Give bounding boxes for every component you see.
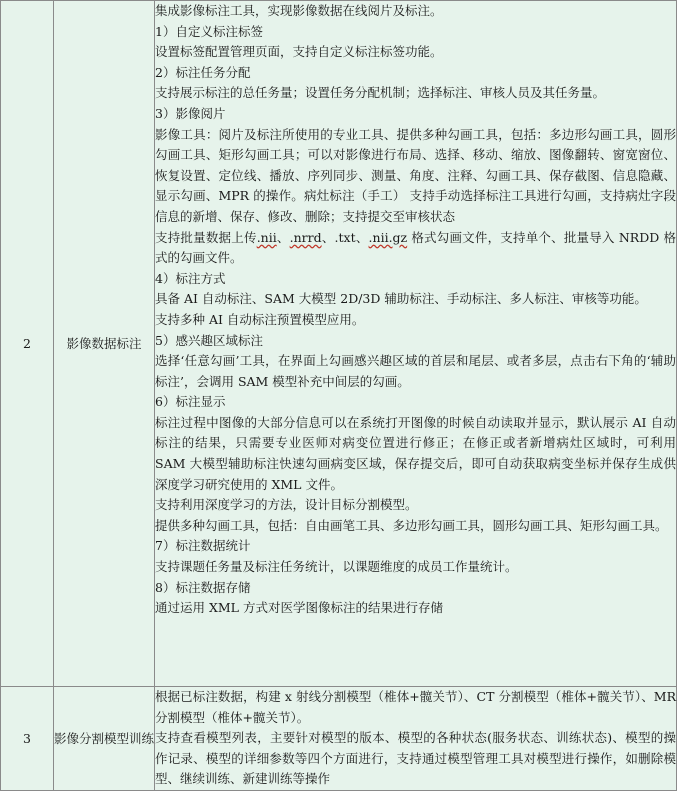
upload-suffix: 格式勾画文件，支持单个、批量导入 NRDD 格式的勾画文件。 xyxy=(155,229,676,266)
item-description xyxy=(155,687,677,791)
desc-line: 5）感兴趣区域标注 xyxy=(155,332,263,348)
desc-line: 6）标注显示 xyxy=(155,394,226,410)
table-row xyxy=(1,687,677,791)
item-description xyxy=(155,1,677,687)
desc-line: 7）标注数据统计 xyxy=(155,538,251,554)
desc-line: 支持课题任务量及标注任务统计，以课题维度的成员工作量统计。 xyxy=(155,559,518,575)
desc-line: 影像工具：阅片及标注所使用的专业工具、提供多种勾画工具，包括：多边形勾画工具，圆形勾画工具、矩形勾画工具；可以对影像进行布局、选择、移动、缩放、图像翻转、窗宽窗位、恢复设置、定位线、播放、序列同步、测量、角度、注释、勾画工具、保存截图、信息隐藏、显示勾画、MPR 的操作。病灶标注（手工） 支持手动选择标注工具进行勾画，支持病灶字段信息的新增、保存、修改、删除；支持提交至审核状态 xyxy=(155,126,676,224)
desc-line: 支持利用深度学习的方法，设计目标分割模型。 xyxy=(155,497,418,513)
desc-line: 设置标签配置管理页面，支持自定义标注标签功能。 xyxy=(155,44,443,60)
separator: 、 xyxy=(321,229,335,245)
desc-line: 提供多种勾画工具，包括：自由画笔工具、多边形勾画工具，圆形勾画工具、矩形勾画工具。 xyxy=(155,517,668,533)
desc-line: 标注过程中图像的大部分信息可以在系统打开图像的时候自动读取并显示，默认展示 AI 自动标注的结果，只需要专业医师对病变位置进行修正；在修正或者新增病灶区域时，可利用 SAM 大模型辅助标注快速勾画病变区域，保存提交后，即可自动获取病变坐标并保存生成供深度学习研究使用的 XML 文件。 xyxy=(155,414,676,492)
ext-nii: .nii xyxy=(256,229,277,245)
desc-line: 具备 AI 自动标注、SAM 大模型 2D/3D 辅助标注、手动标注、多人标注、审核等功能。 xyxy=(155,291,647,307)
desc-line: 1）自定义标注标签 xyxy=(155,23,263,39)
desc-line: 根据已标注数据，构建 x 射线分割模型（椎体+髋关节）、CT 分割模型（椎体+髋关节）、MR 分割模型（椎体+髋关节）。 xyxy=(155,689,676,725)
desc-line: 2）标注任务分配 xyxy=(155,64,251,80)
upload-formats-line xyxy=(155,228,676,269)
separator: 、 xyxy=(355,229,369,245)
item-name: 影像数据标注 xyxy=(54,1,155,687)
desc-line: 集成影像标注工具，实现影像数据在线阅片及标注。 xyxy=(155,3,443,18)
table-row xyxy=(1,1,677,687)
desc-line: 3）影像阅片 xyxy=(155,105,226,121)
ext-txt: .txt xyxy=(334,229,356,245)
desc-line: 通过运用 XML 方式对医学图像标注的结果进行存储 xyxy=(155,600,443,616)
desc-line: 支持多种 AI 自动标注预置模型应用。 xyxy=(155,311,365,327)
desc-line: 8）标注数据存储 xyxy=(155,579,251,595)
item-name: 影像分割模型训练 xyxy=(54,687,155,791)
ext-nii-gz: .nii.gz xyxy=(368,229,408,245)
desc-line: 支持查看模型列表，主要针对模型的版本、模型的各种状态(服务状态、训练状态)、模型的操作记录、模型的详细参数等四个方面进行，支持通过模型管理工具对模型进行操作，如删除模型、继续训练、新建训练等操作 xyxy=(155,730,676,787)
row-number: 2 xyxy=(1,1,54,687)
desc-line: 选择‘任意勾画’工具，在界面上勾画感兴趣区域的首层和尾层、或者多层，点击右下角的‘辅助标注’，会调用 SAM 模型补充中间层的勾画。 xyxy=(155,353,676,389)
row-number: 3 xyxy=(1,687,54,791)
desc-line: 支持展示标注的总任务量；设置任务分配机制；选择标注、审核人员及其任务量。 xyxy=(155,85,606,101)
upload-prefix: 支持批量数据上传 xyxy=(155,229,257,245)
ext-nrrd: .nrrd xyxy=(289,229,322,245)
separator: 、 xyxy=(276,229,290,245)
desc-line: 4）标注方式 xyxy=(155,270,226,286)
